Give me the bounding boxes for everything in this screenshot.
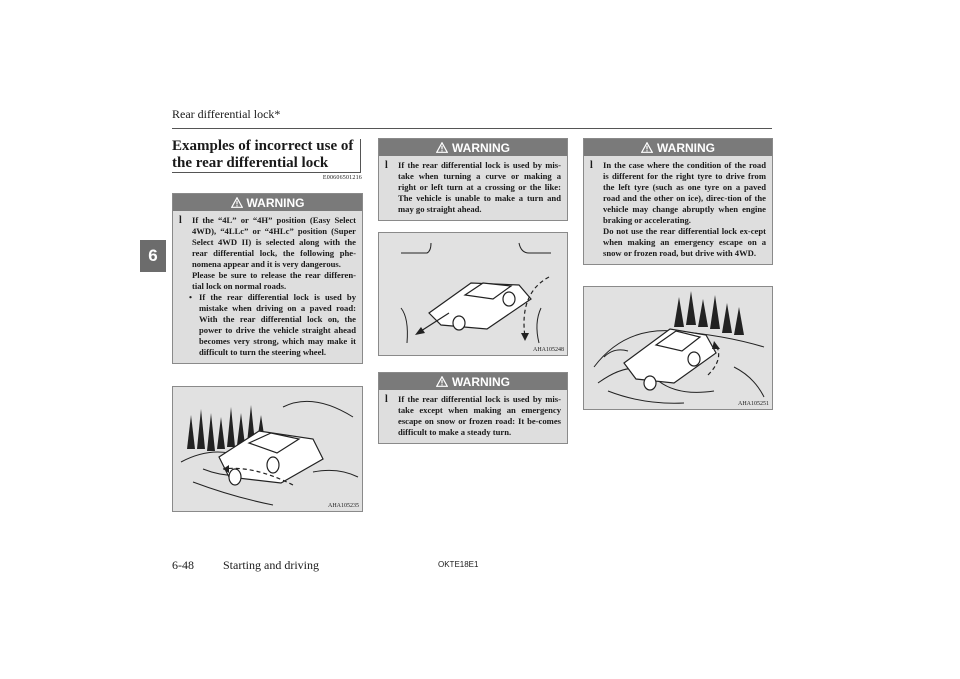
page-number: 6-48 bbox=[172, 558, 194, 572]
bullet-marker: l bbox=[385, 394, 388, 405]
warning-text: If the “4L” or “4H” position (Easy Select 4WD), “4LLc” or “4HLc” position (Super Select 4WD II) is selected along with the rear differential lock, the following phe-nomena appear and it is very dangerous. bbox=[192, 215, 356, 269]
warning-text: If the rear differential lock is used by mis-take when turning a curve or making a right or left turn at a crossing or the like: The vehicle is unable to make a turn and may go straight ahead. bbox=[398, 160, 561, 214]
warning-header bbox=[379, 139, 567, 156]
warning-continuation: Please be sure to release the rear differen-tial lock on normal roads. bbox=[192, 270, 356, 291]
sub-bullet-marker: • bbox=[189, 292, 193, 302]
car-sliding-on-snow-illustration bbox=[173, 387, 362, 511]
header-rule bbox=[172, 128, 772, 129]
warning-box-1 bbox=[172, 193, 363, 364]
warning-box-2 bbox=[378, 138, 568, 221]
warning-heading: WARNING bbox=[657, 140, 715, 155]
car-on-ice-and-road-illustration bbox=[584, 287, 772, 409]
car-going-straight-at-curve-illustration bbox=[379, 233, 567, 355]
warning-text: If the rear differential lock is used by mis-take except when making an emergency escape on snow or frozen road: It be-comes difficult to make a steady turn. bbox=[398, 394, 561, 437]
figure-3 bbox=[583, 286, 773, 410]
warning-heading: WARNING bbox=[452, 374, 510, 389]
warning-continuation: Do not use the rear differential lock ex-cept when making an emergency escape on a snow or frozen road, but drive with 4WD. bbox=[603, 226, 766, 258]
warning-header bbox=[584, 139, 772, 156]
figure-2 bbox=[378, 232, 568, 356]
running-header: Rear differential lock* bbox=[172, 107, 281, 121]
bullet-marker: l bbox=[179, 215, 182, 226]
warning-triangle-icon bbox=[436, 142, 448, 153]
title-rule-vertical bbox=[360, 139, 361, 173]
figure-code: AHA105235 bbox=[328, 503, 359, 509]
document-code: OKTE18E1 bbox=[438, 560, 479, 569]
title-rule-horizontal bbox=[172, 172, 361, 173]
warning-box-4 bbox=[583, 138, 773, 265]
warning-header bbox=[379, 373, 567, 390]
warning-subtext: If the rear differential lock is used by mistake when driving on a paved road: With the rear differential lock on, the power to drive the vehicle straight ahead becomes very strong, which may make it difficult to turn the steering wheel. bbox=[199, 292, 356, 357]
figure-code: AHA105251 bbox=[738, 401, 769, 407]
bullet-marker: l bbox=[385, 160, 388, 171]
bullet-marker: l bbox=[590, 160, 593, 171]
warning-heading: WARNING bbox=[452, 140, 510, 155]
chapter-tab: 6 bbox=[140, 240, 166, 272]
figure-code: AHA105248 bbox=[533, 347, 564, 353]
warning-text: In the case where the condition of the road is different for the right tyre to drive from the left tyre (such as one tyre on a paved road and the other on ice), direc-tion of the vehicle may change abruptly when engine braking or accelerating. bbox=[603, 160, 766, 225]
warning-triangle-icon bbox=[436, 376, 448, 387]
warning-triangle-icon bbox=[231, 197, 243, 208]
footer-section-name: Starting and driving bbox=[223, 558, 319, 572]
warning-header bbox=[173, 194, 362, 211]
warning-box-3 bbox=[378, 372, 568, 444]
warning-triangle-icon bbox=[641, 142, 653, 153]
figure-1 bbox=[172, 386, 363, 512]
section-title: Examples of incorrect use of the rear differential lock bbox=[172, 138, 354, 171]
warning-heading: WARNING bbox=[246, 195, 305, 210]
section-code: E00606501216 bbox=[322, 175, 362, 181]
